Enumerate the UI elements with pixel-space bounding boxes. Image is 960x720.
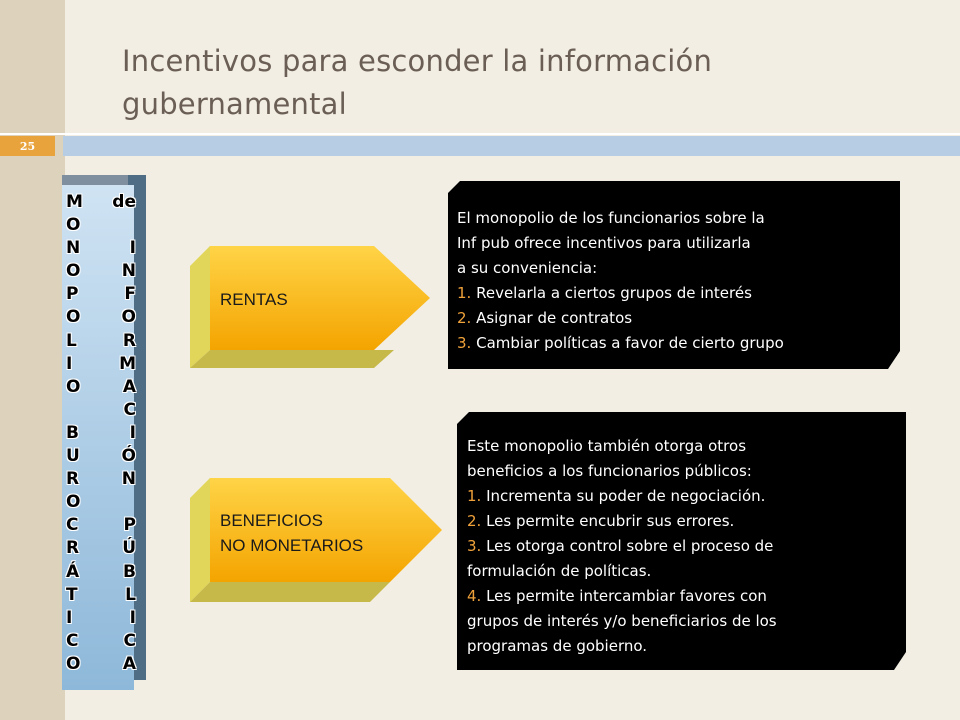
box1-item: 3. Cambiar políticas a favor de cierto grupo bbox=[457, 334, 784, 352]
vertical-right-letter: F bbox=[124, 284, 136, 305]
vertical-left-letter: T bbox=[66, 584, 78, 605]
vertical-left-letter: L bbox=[66, 330, 77, 351]
title-divider bbox=[0, 133, 960, 135]
box1-item: 1. Revelarla a ciertos grupos de interés bbox=[457, 284, 752, 302]
vertical-right-letter: O bbox=[121, 307, 136, 328]
vertical-left-letter: P bbox=[66, 284, 79, 305]
vertical-left-letter: I bbox=[66, 353, 73, 374]
vertical-right-letter: de bbox=[112, 192, 136, 212]
box1-intro-line: a su conveniencia: bbox=[457, 259, 598, 277]
info-box-beneficios bbox=[467, 434, 897, 659]
vertical-left-letter: O bbox=[66, 215, 81, 236]
vertical-left-letter: N bbox=[66, 238, 81, 259]
arrow-label-beneficios: BENEFICIOS NO MONETARIOS bbox=[220, 511, 364, 555]
vertical-left-letter: I bbox=[66, 607, 73, 628]
vertical-left-letter: O bbox=[66, 307, 81, 328]
vertical-left-letter: O bbox=[66, 492, 81, 513]
vertical-right-letter: I bbox=[129, 607, 136, 628]
box1-item: 2. Asignar de contratos bbox=[457, 309, 633, 327]
vertical-right-letter: N bbox=[121, 469, 136, 490]
vertical-right-letter: I bbox=[129, 422, 136, 443]
vertical-right-letter bbox=[106, 491, 136, 514]
vertical-right-letter: C bbox=[123, 630, 136, 651]
vertical-left-letter bbox=[66, 399, 86, 422]
box2-item: 2. Les permite encubrir sus errores. bbox=[467, 512, 735, 530]
vertical-left-letter: Á bbox=[66, 561, 80, 582]
vertical-right-letter: A bbox=[122, 376, 136, 397]
vertical-right-letter: Ú bbox=[122, 538, 136, 559]
box2-item: 1. Incrementa su poder de negociación. bbox=[467, 487, 766, 505]
vertical-right-letter: Ó bbox=[121, 446, 136, 467]
vertical-right-letter: N bbox=[121, 261, 136, 282]
box2-intro-line: Este monopolio también otorga otros bbox=[467, 437, 747, 455]
box2-intro-line: beneficios a los funcionarios públicos: bbox=[467, 462, 752, 480]
vertical-left-letter: O bbox=[66, 376, 81, 397]
box2-item-continuation: programas de gobierno. bbox=[467, 637, 648, 655]
vertical-text-de-informacion-publica bbox=[106, 191, 136, 676]
vertical-left-letter: C bbox=[66, 515, 79, 536]
vertical-left-letter: U bbox=[66, 446, 80, 467]
vertical-right-letter: A bbox=[122, 653, 136, 674]
vertical-right-letter bbox=[106, 214, 136, 237]
vertical-left-letter: R bbox=[66, 538, 80, 559]
box1-intro-line: Inf pub ofrece incentivos para utilizarla bbox=[457, 234, 751, 252]
info-box-monopolio bbox=[457, 206, 897, 356]
vertical-left-letter: R bbox=[66, 469, 80, 490]
vertical-left-letter: M bbox=[66, 192, 83, 212]
vertical-right-letter: I bbox=[129, 238, 136, 259]
vertical-right-letter: B bbox=[123, 561, 136, 582]
vertical-right-letter: L bbox=[125, 584, 136, 605]
vertical-left-letter: O bbox=[66, 261, 81, 282]
slide-number: 25 bbox=[0, 136, 55, 156]
box2-item: 4. Les permite intercambiar favores con bbox=[467, 587, 767, 605]
vertical-right-letter: C bbox=[123, 399, 136, 420]
vertical-left-letter: C bbox=[66, 630, 79, 651]
left-decor-band bbox=[0, 0, 65, 720]
vertical-text-monopolio-burocratico bbox=[66, 191, 86, 676]
header-bar bbox=[63, 136, 960, 156]
box2-item-continuation: formulación de políticas. bbox=[467, 562, 652, 580]
vertical-right-letter: M bbox=[119, 353, 136, 374]
vertical-left-letter: O bbox=[66, 653, 81, 674]
box1-intro-line: El monopolio de los funcionarios sobre la bbox=[457, 209, 765, 227]
title-line-2: gubernamental bbox=[122, 87, 347, 121]
slide-title bbox=[122, 40, 922, 126]
vertical-right-letter: P bbox=[123, 515, 136, 536]
title-line-1: Incentivos para esconder la información bbox=[122, 44, 713, 78]
box2-item-continuation: grupos de interés y/o beneficiarios de los bbox=[467, 612, 777, 630]
vertical-left-letter: B bbox=[66, 422, 79, 443]
vertical-right-letter: R bbox=[122, 330, 136, 351]
arrow-label-rentas: RENTAS bbox=[220, 290, 288, 309]
box2-item: 3. Les otorga control sobre el proceso de bbox=[467, 537, 774, 555]
